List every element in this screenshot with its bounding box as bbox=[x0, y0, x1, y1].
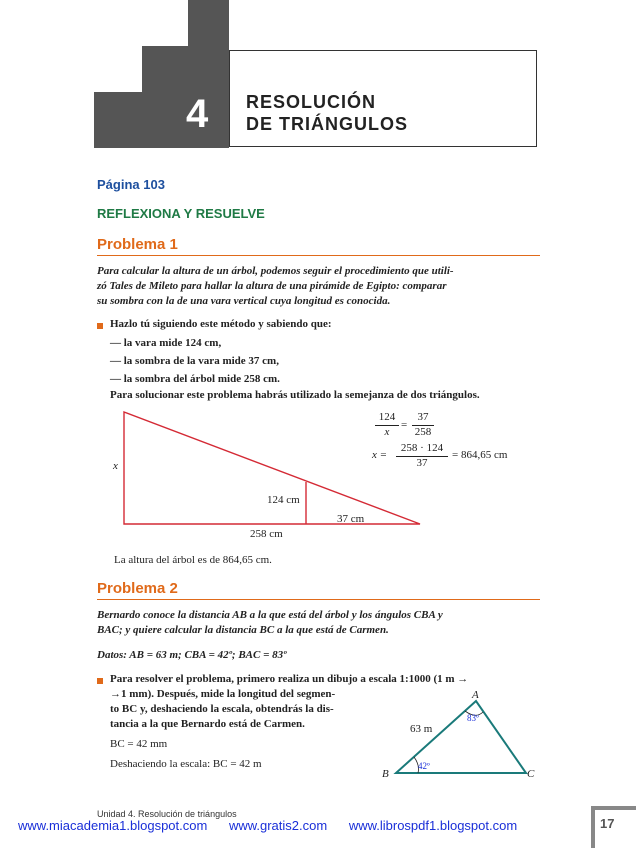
bullet-icon bbox=[97, 678, 103, 684]
vertex-b-label: B bbox=[382, 768, 389, 780]
section-title: REFLEXIONA Y RESUELVE bbox=[97, 206, 265, 221]
link-gratis2[interactable]: www.gratis2.com bbox=[228, 818, 328, 833]
triangle-abc-diagram bbox=[380, 685, 550, 785]
fraction-denominator: x bbox=[384, 426, 390, 438]
vertex-a-label: A bbox=[472, 689, 479, 701]
problem1-item: — la sombra del árbol mide 258 cm. bbox=[110, 373, 280, 385]
link-miacademia[interactable]: www.miacademia1.blogspot.com bbox=[18, 818, 208, 833]
chapter-number: 4 bbox=[186, 92, 209, 136]
problem2-datos: Datos: AB = 63 m; CBA = 42º; BAC = 83º bbox=[97, 649, 287, 661]
fraction-denominator: 258 bbox=[414, 426, 432, 438]
problem2-result-bc: BC = 42 mm bbox=[110, 738, 168, 750]
angle-a-label: 83º bbox=[467, 713, 479, 723]
problem1-item: — la sombra de la vara mide 37 cm, bbox=[110, 355, 279, 367]
fraction-numerator: 124 bbox=[378, 411, 396, 423]
problem1-item: — la vara mide 124 cm, bbox=[110, 337, 222, 349]
problem1-answer: La altura del árbol es de 864,65 cm. bbox=[114, 554, 272, 566]
problem2-result-scale: Deshaciendo la escala: BC = 42 m bbox=[110, 758, 262, 770]
side-ab-label: 63 m bbox=[410, 723, 433, 735]
problem1-bullet: Hazlo tú siguiendo este método y sabiendo que: bbox=[110, 318, 332, 330]
problem2-bullet: Para resolver el problema, primero realiza un dibujo a escala 1:1000 (1 m → →1 mm). Después, mide la longitud del segmen- to BC y, deshaciendo la escala, obtendrás la dis- tancia a la que Bernardo está de Carmen. bbox=[110, 673, 469, 730]
label-stick: 124 cm bbox=[267, 494, 300, 506]
label-shadow-small: 37 cm bbox=[337, 513, 365, 525]
x-equals: x = bbox=[372, 449, 388, 461]
link-librospdf[interactable]: www.librospdf1.blogspot.com bbox=[348, 818, 518, 833]
label-x: x bbox=[113, 460, 118, 472]
problem2-rule bbox=[97, 599, 540, 600]
page-number: 17 bbox=[600, 816, 615, 831]
fraction-numerator: 37 bbox=[417, 411, 429, 423]
problem2-intro: Bernardo conoce la distancia AB a la que está del árbol y los ángulos CBA y BAC; y quiere calcular la distancia BC a la que está de Carmen. bbox=[97, 609, 443, 636]
problem1-rule bbox=[97, 255, 540, 256]
chapter-title-line1: RESOLUCIÓN bbox=[246, 92, 377, 112]
footer-unit: Unidad 4. Resolución de triángulos bbox=[97, 809, 237, 819]
equals-sign: = bbox=[401, 419, 408, 431]
angle-b-label: 42º bbox=[418, 761, 430, 771]
footer-links bbox=[18, 818, 535, 833]
page-label: Página 103 bbox=[97, 177, 165, 192]
fraction-denominator: 37 bbox=[416, 457, 428, 469]
vertex-c-label: C bbox=[527, 768, 535, 780]
problem1-intro: Para calcular la altura de un árbol, podemos seguir el procedimiento que utili- zó Tales de Mileto para hallar la altura de una pirámide de Egipto: comparar su sombra con la de una vara vertical cuya longitud es conocida. bbox=[97, 265, 454, 307]
problem1-heading: Problema 1 bbox=[97, 236, 178, 253]
problem1-instruction: Para solucionar este problema habrás utilizado la semejanza de dos triángulos. bbox=[110, 389, 480, 401]
problem2-heading: Problema 2 bbox=[97, 580, 178, 597]
label-shadow-total: 258 cm bbox=[250, 528, 283, 540]
chapter-stairs-graphic bbox=[94, 0, 234, 150]
fraction-numerator: 258 · 124 bbox=[400, 442, 444, 454]
chapter-title-line2: DE TRIÁNGULOS bbox=[246, 114, 409, 134]
bullet-icon bbox=[97, 323, 103, 329]
formula-result: = 864,65 cm bbox=[452, 449, 508, 461]
